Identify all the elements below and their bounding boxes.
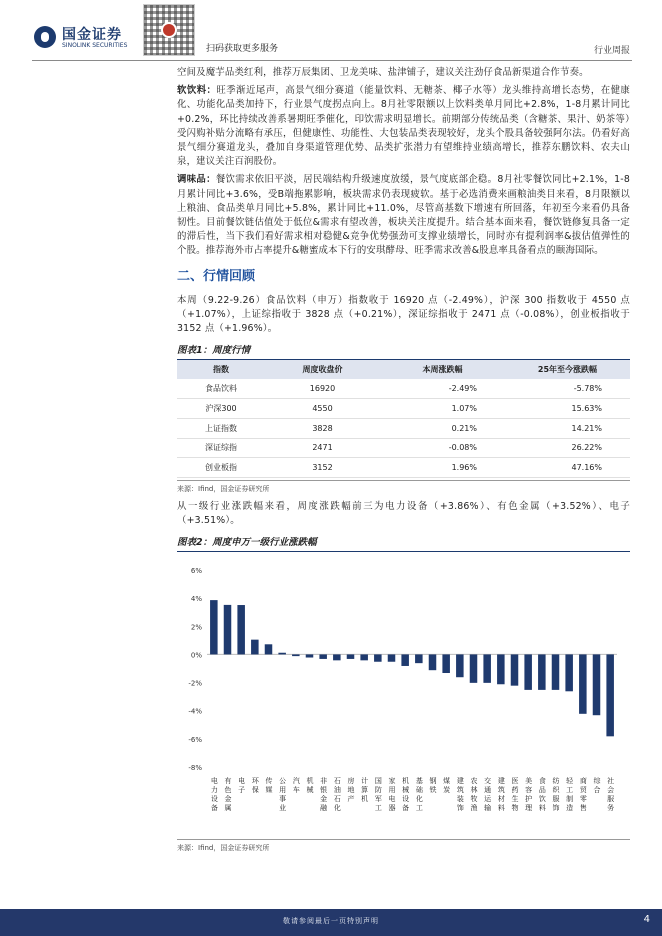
- x-tick-label: 传媒: [265, 777, 273, 795]
- weekly-market-table: [177, 360, 630, 477]
- table-row: [177, 458, 630, 478]
- qr-logo-icon: [161, 22, 177, 38]
- table-cell: 26.22%: [505, 438, 630, 458]
- bar: [511, 655, 519, 686]
- bar: [497, 655, 505, 685]
- table-cell: 16920: [265, 379, 380, 399]
- table-header-cell: 周度收盘价: [265, 360, 380, 379]
- bar: [552, 655, 560, 690]
- bar: [429, 655, 437, 671]
- table-cell: 1.96%: [380, 458, 505, 478]
- table-cell: 3828: [265, 418, 380, 438]
- table-cell: 15.63%: [505, 399, 630, 419]
- x-tick-label: 电子: [238, 777, 246, 795]
- table1-source: 来源：Ifind，国金证券研究所: [177, 480, 630, 494]
- table-cell: 14.21%: [505, 418, 630, 438]
- paragraph-industry-review: 从一级行业涨跌幅来看，周度涨跌幅前三为电力设备（+3.86%）、有色金属（+3.52%）、电子（+3.51%）。: [177, 500, 630, 526]
- x-tick-label: 交通运输: [484, 777, 492, 813]
- soft-drinks-lead: 软饮料：: [177, 85, 217, 97]
- x-tick-label: 公用事业: [279, 777, 287, 813]
- bar: [251, 640, 259, 655]
- x-tick-label: 机械: [306, 777, 314, 795]
- bar: [470, 655, 478, 683]
- bar: [374, 655, 382, 662]
- paragraph-condiments: [177, 173, 630, 258]
- bar: [593, 655, 601, 716]
- x-tick-label: 石油石化: [333, 777, 341, 813]
- condiments-lead: 调味品：: [177, 174, 216, 186]
- x-tick-label: 食品饮料: [538, 777, 546, 813]
- y-tick-label: 4%: [190, 595, 202, 604]
- bar: [388, 655, 396, 662]
- y-tick-label: 0%: [190, 651, 202, 660]
- table-cell: 3152: [265, 458, 380, 478]
- x-tick-label: 农林牧渔: [470, 777, 478, 813]
- table-row: [177, 418, 630, 438]
- footer-disclaimer: 敬请参阅最后一页特别声明: [283, 917, 379, 925]
- bar: [524, 655, 532, 690]
- table-cell: 沪深300: [177, 399, 265, 419]
- table-row: [177, 438, 630, 458]
- x-tick-label: 基础化工: [415, 777, 423, 813]
- bar: [606, 655, 614, 737]
- table-cell: -0.08%: [380, 438, 505, 458]
- bar: [265, 644, 273, 654]
- x-tick-label: 环保: [251, 777, 259, 795]
- bar: [237, 605, 245, 654]
- bar: [278, 653, 286, 655]
- logo-name-cn: 国金证券: [62, 27, 122, 43]
- table-cell: 食品饮料: [177, 379, 265, 399]
- bar: [210, 600, 218, 654]
- x-tick-label: 建筑装饰: [456, 777, 464, 813]
- x-tick-label: 医药生物: [511, 777, 519, 813]
- main-content: [177, 66, 630, 859]
- x-tick-label: 建筑材料: [497, 777, 505, 813]
- x-tick-label: 美容护理: [525, 777, 533, 813]
- bar: [360, 655, 368, 661]
- bar: [306, 655, 314, 658]
- bar: [319, 655, 327, 660]
- paragraph-market-review: 本周（9.22-9.26）食品饮料（申万）指数收于 16920 点（-2.49%），沪深 300 指数收于 4550 点（+1.07%），上证综指收于 3828 点（+0.21%），深证综指收于 2471 点（-0.08%），创业板指收于 3152 点（+1.96%）。: [177, 294, 630, 335]
- table1-title: 图表1：周度行情: [177, 342, 630, 360]
- page-number: 4: [643, 914, 650, 925]
- bar: [538, 655, 546, 690]
- x-tick-label: 煤炭: [443, 777, 451, 795]
- page-header: [0, 0, 662, 62]
- y-tick-label: -2%: [188, 679, 202, 688]
- paragraph-snacks: 空间及魔芋品类红利，推荐万辰集团、卫龙美味、盐津铺子，建议关注劲仔食品新渠道合作节奏。: [177, 67, 589, 78]
- table-row: [177, 399, 630, 419]
- x-tick-label: 非银金融: [320, 777, 328, 813]
- y-tick-label: -6%: [188, 735, 202, 744]
- bar: [579, 655, 587, 714]
- industry-bar-chart: [177, 552, 630, 837]
- x-tick-label: 钢铁: [429, 777, 437, 795]
- soft-drinks-text: 旺季渐近尾声，高景气细分赛道（能量饮料、无糖茶、椰子水等）龙头维持高增长态势，在健康化、功能化品类加持下，行业景气度拐点向上。8月社零限额以上饮料类单月同比+2.8%，1-8月累计同比+0.2%，环比持续改善系暑期旺季催化，印饮需求明显增长。前期部分传统品类（含糖茶、果汁、奶茶等）受闪购补贴分流略有承压，但健康性、功能性、大包装品类表现较好，龙头个股具备较强阿尔法。仍看好高景气细分赛道龙头，叠加自身渠道管理优势、品类扩张潜力有望维持业绩高增长，推荐东鹏饮料、农夫山泉，建议关注百润股份。: [177, 85, 630, 168]
- chart2-title: 图表2：周度申万一级行业涨跌幅: [177, 534, 630, 552]
- x-tick-label: 房地产: [347, 777, 355, 804]
- x-tick-label: 轻工制造: [566, 777, 574, 813]
- bar: [565, 655, 573, 692]
- y-tick-label: -4%: [188, 707, 202, 716]
- x-tick-label: 家用电器: [388, 777, 396, 813]
- x-tick-label: 综合: [593, 777, 601, 795]
- chart2-source: 来源：Ifind，国金证券研究所: [177, 839, 630, 853]
- x-tick-label: 纺织服饰: [552, 777, 560, 813]
- y-tick-label: -8%: [188, 764, 202, 773]
- x-tick-label: 有色金属: [224, 777, 232, 813]
- table-cell: -5.78%: [505, 379, 630, 399]
- report-type: 行业周报: [593, 46, 630, 56]
- table-cell: 创业板指: [177, 458, 265, 478]
- header-divider: [32, 60, 632, 61]
- y-tick-label: 2%: [190, 623, 202, 632]
- x-tick-label: 机械设备: [402, 777, 410, 813]
- bar: [292, 655, 300, 657]
- table-header-cell: 指数: [177, 360, 265, 379]
- x-tick-label: 计算机: [361, 777, 369, 804]
- table-cell: -2.49%: [380, 379, 505, 399]
- x-tick-label: 汽车: [292, 777, 300, 795]
- bar: [483, 655, 491, 683]
- chart-svg: [177, 552, 630, 837]
- table-header-cell: 25年至今涨跌幅: [505, 360, 630, 379]
- table-header-row: [177, 360, 630, 379]
- y-tick-label: 6%: [190, 567, 202, 576]
- bar: [442, 655, 450, 674]
- bar: [333, 655, 341, 661]
- section-title-market-review: 二、行情回顾: [177, 268, 256, 284]
- table-cell: 4550: [265, 399, 380, 419]
- bar: [224, 605, 232, 655]
- table-cell: 深证综指: [177, 438, 265, 458]
- paragraph-soft-drinks: [177, 84, 630, 169]
- x-tick-label: 电力设备: [210, 777, 218, 813]
- logo-icon: [34, 26, 56, 48]
- bar: [347, 655, 355, 660]
- table-cell: 上证指数: [177, 418, 265, 438]
- bar: [415, 655, 423, 664]
- bar: [401, 655, 409, 667]
- table-cell: 2471: [265, 438, 380, 458]
- qr-caption: 扫码获取更多服务: [206, 44, 279, 54]
- table-cell: 47.16%: [505, 458, 630, 478]
- x-tick-label: 商贸零售: [579, 777, 587, 813]
- table-header-cell: 本周涨跌幅: [380, 360, 505, 379]
- table-cell: 0.21%: [380, 418, 505, 438]
- logo-name-en: SINOLINK SECURITIES: [62, 42, 128, 49]
- table-cell: 1.07%: [380, 399, 505, 419]
- condiments-text: 餐饮需求依旧平淡，居民端结构升级速度放缓，景气度底部企稳。8月社零餐饮同比+2.1%，1-8月累计同比+3.6%，受B端拖累影响，板块需求仍表现疲软。基于必选消费来画粮油类目来看，8月限额以上粮油、食品类单月同比+5.8%，累计同比+11.0%，尽管高基数下增速有所回落，年初至今来看仍具备韧性。目前餐饮链估值处于低位&需求有望改善，板块关注度提升。结合基本面来看，餐饮链修复具备一定的滞后性，当下我们看好需求相对稳健&竞争优势强劲可支撑业绩增长，同时亦有提利润率&拔估值弹性的个股。推荐海外市占率提升&糖蜜成本下行的安琪酵母、旺季需求改善&股息率具备看点的颐海国际。: [177, 174, 630, 257]
- bar: [456, 655, 464, 678]
- table-row: [177, 379, 630, 399]
- x-tick-label: 社会服务: [607, 777, 615, 813]
- x-tick-label: 国防军工: [374, 777, 382, 813]
